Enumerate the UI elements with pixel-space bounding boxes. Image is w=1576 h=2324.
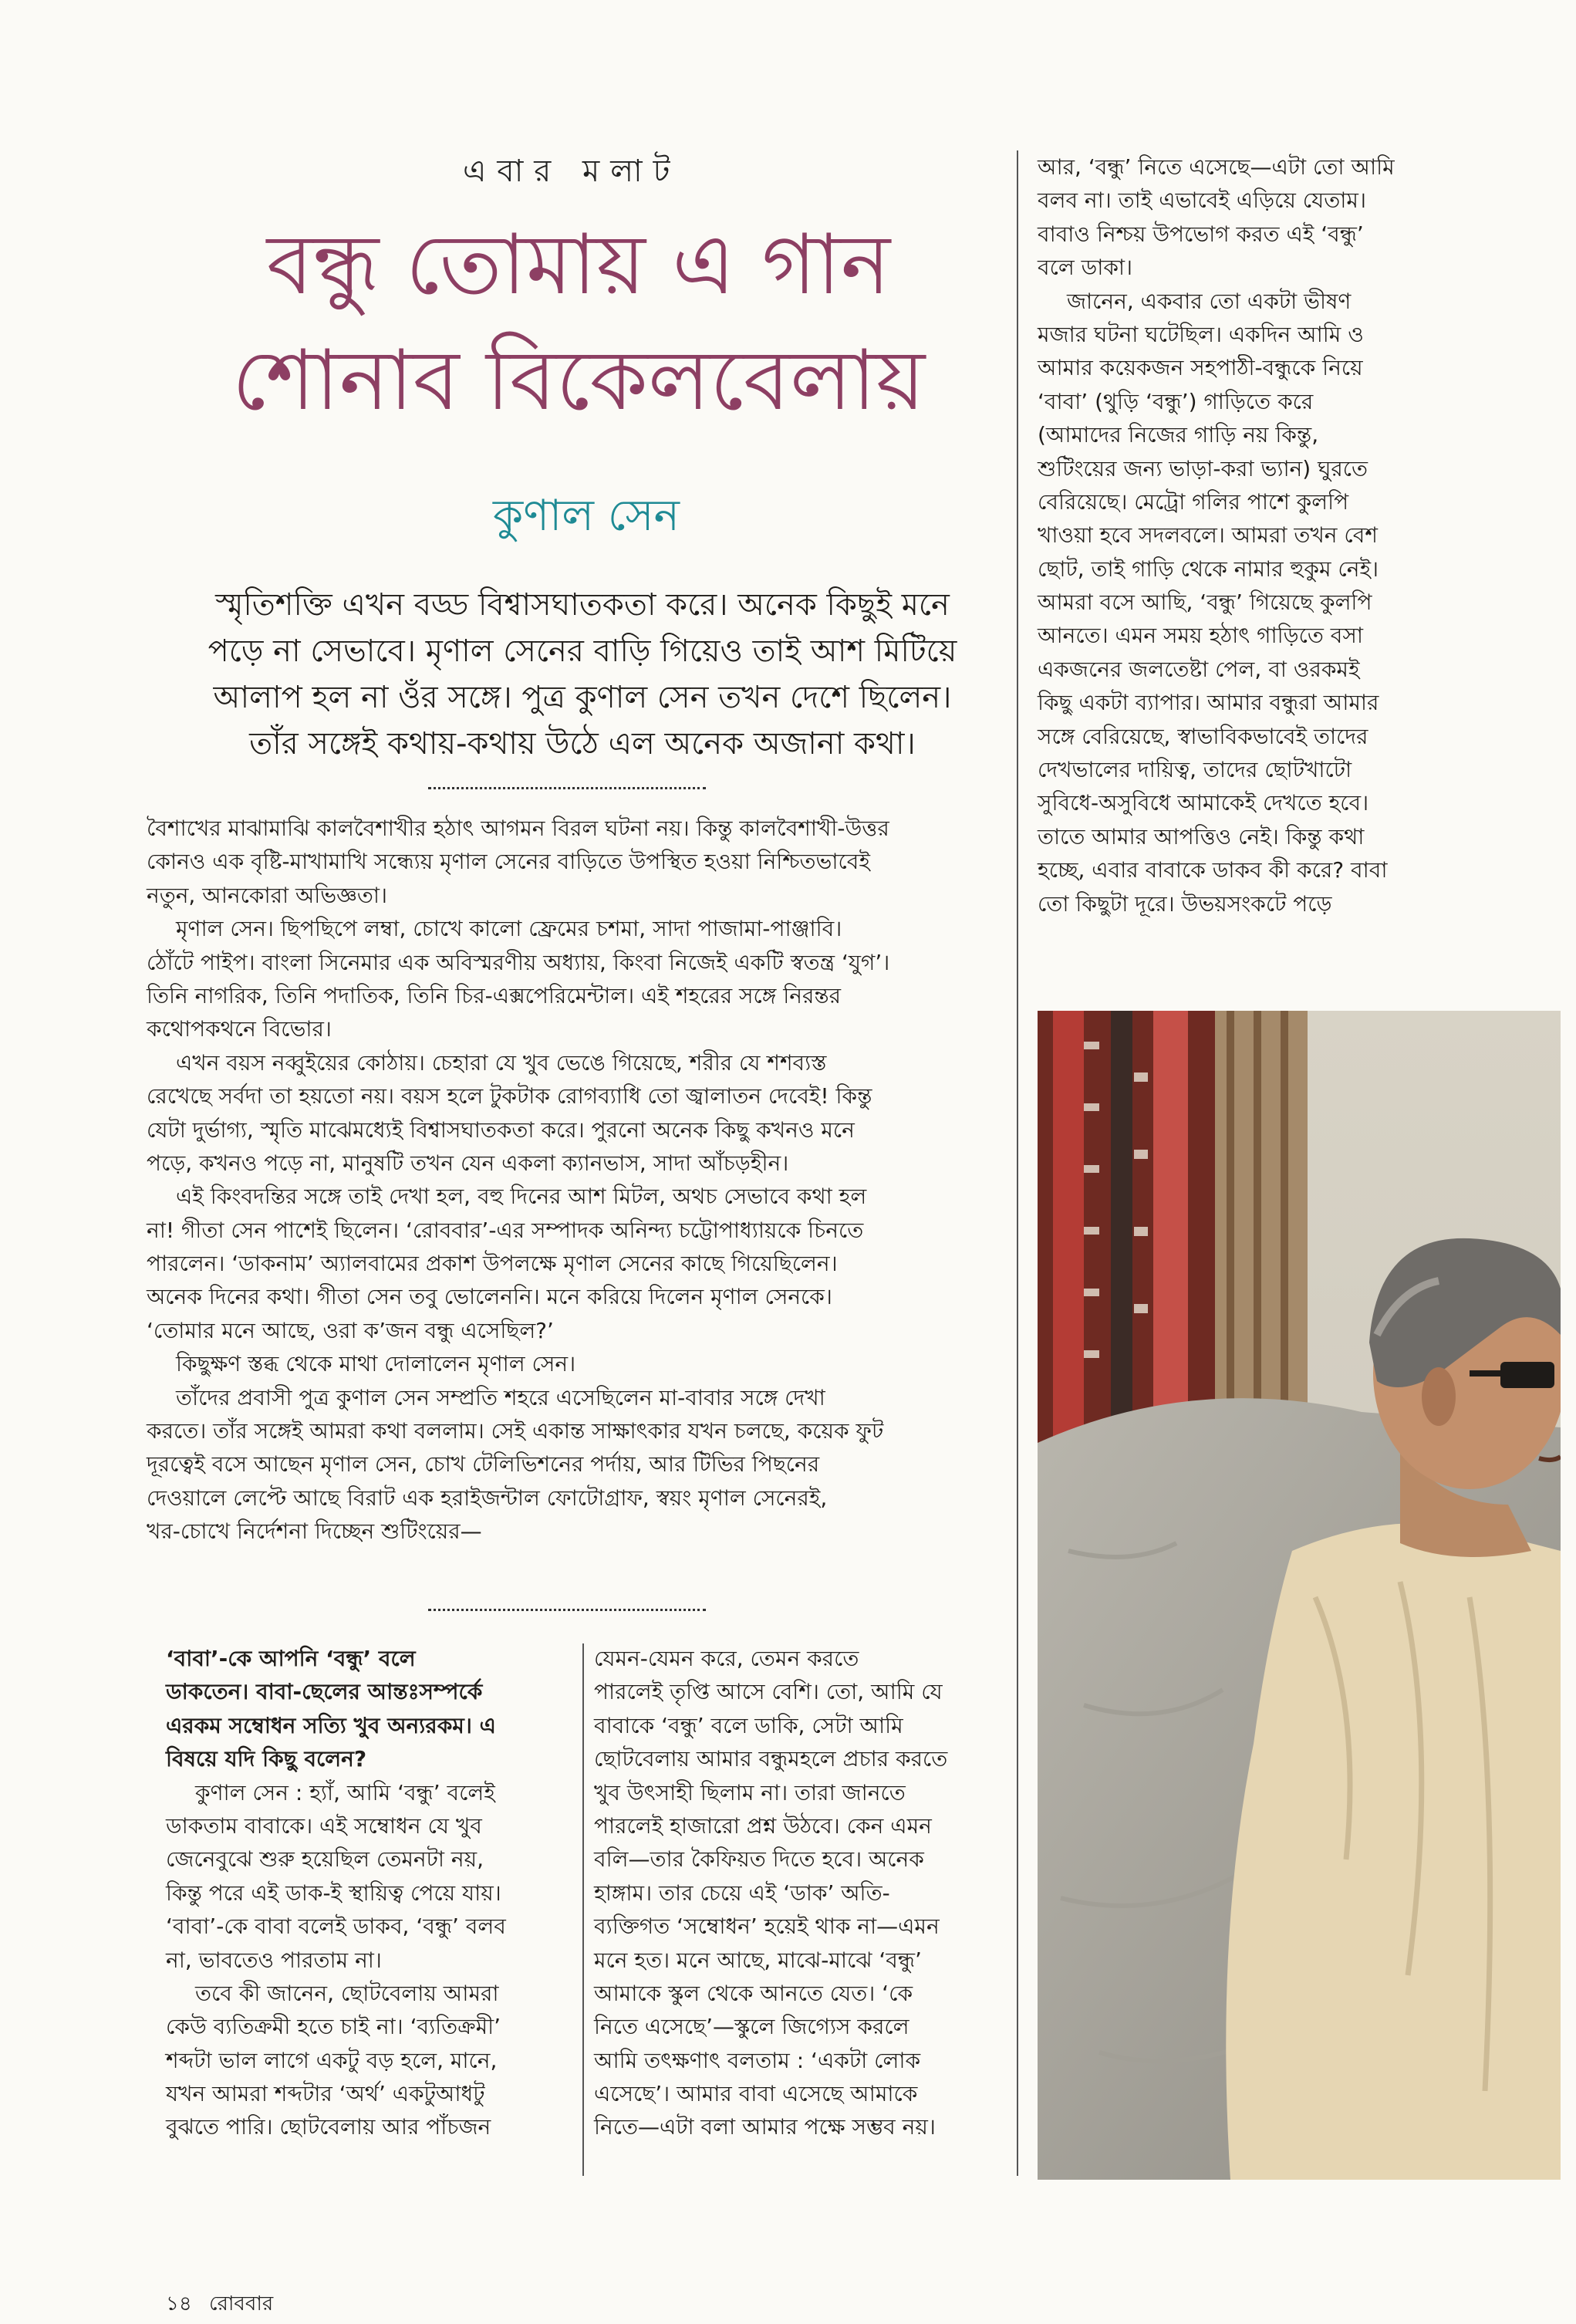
body-text-line: খর-চোখে নির্দেশনা দিচ্ছেন শুটিংয়ের— [147,1518,482,1545]
qa-text-line: বাবাকে ‘বন্ধু’ বলে ডাকি, সেটা আমি [594,1712,903,1738]
qa-text-line: ডাকতেন। বাবা-ছেলের আন্তঃসম্পর্কে [166,1679,483,1705]
body-text-line: কোনও এক বৃষ্টি-মাখামাখি সন্ধ্যেয় মৃণাল সেনের বাড়িতে উপস্থিত হওয়া নিশ্চিতভাবেই [147,849,870,875]
body-text-line: ঠোঁটে পাইপ। বাংলা সিনেমার এক অবিস্মরণীয় অধ্যায়, কিংবা নিজেই একটি স্বতন্ত্র ‘যুগ’। [147,949,890,975]
body-text-line: নতুন, আনকোরা অভিজ্ঞতা। [147,882,388,908]
column-text-line: শুটিংয়ের জন্য ভাড়া-করা ভ্যান) ঘুরতে [1038,455,1368,481]
column-text-line: আনতে। এমন সময় হঠাৎ গাড়িতে বসা [1038,623,1363,649]
body-text-line: ‘তোমার মনে আছে, ওরা ক’জন বন্ধু এসেছিল?’ [147,1317,554,1343]
intro-line: তাঁর সঙ্গেই কথায়-কথায় উঠে এল অনেক অজানা কথা। [249,726,916,762]
column-text-line: একজনের জলতেষ্টা পেল, বা ওরকমই [1038,656,1360,682]
column-text-line: দেখভালের দায়িত্ব, তাদের ছোটখাটো [1038,757,1352,783]
body-text-line: কথোপকথনে বিভোর। [147,1016,332,1042]
qa-text-line: বলি—তার কৈফিয়ত দিতে হবে। অনেক [594,1846,924,1873]
column-text-line: বেরিয়েছে। মেট্রো গলির পাশে কুলপি [1038,488,1349,515]
portrait-photo-illustration [1038,1011,1561,2180]
body-text-line: দেওয়ালে লেপ্টে আছে বিরাট এক হরাইজন্টাল ফোটোগ্রাফ, স্বয়ং মৃণাল সেনেরই, [147,1485,828,1511]
qa-text-line: আমি তৎক্ষণাৎ বলতাম : ‘একটা লোক [594,2047,921,2073]
body-text-line: দূরত্বেই বসে আছেন মৃণাল সেন, চোখ টেলিভিশনের পর্দায়, আর টিভির পিছনের [147,1451,820,1478]
body-text-line: অনেক দিনের কথা। গীতা সেন তবু ভোলেননি। মনে করিয়ে দিলেন মৃণাল সেনকে। [147,1284,832,1310]
qa-text-line: ‘বাবা’-কে আপনি ‘বন্ধু’ বলে [166,1646,416,1671]
body-text-line: এই কিংবদন্তির সঙ্গে তাই দেখা হল, বহু দিনের আশ মিটল, অথচ সেভাবে কথা হল [176,1184,867,1210]
portrait-photo [1038,1011,1561,2180]
qa-text-line: ব্যক্তিগত ‘সম্বোধন’ হয়েই থাক না—এমন [594,1914,940,1940]
qa-text-line: আমাকে স্কুল থেকে আনতে যেত। ‘কে [594,1980,913,2006]
qa-text-line: পারলেই হাজারো প্রশ্ন উঠবে। কেন এমন [594,1812,932,1839]
column-text-line: জানেন, একবার তো একটা ভীষণ [1067,288,1352,314]
body-text-line: পড়ে, কখনও পড়ে না, মানুষটি তখন যেন একলা ক্যানভাস, সাদা আঁচড়হীন। [147,1150,789,1176]
qa-text-line: খুব উৎসাহী ছিলাম না। তারা জানতে [594,1779,906,1805]
column-rule [582,1643,584,2176]
column-text-line: আমার কয়েকজন সহপাঠী-বন্ধুকে নিয়ে [1038,355,1363,381]
column-text-line: (আমাদের নিজের গাড়ি নয় কিন্তু, [1038,422,1319,448]
column-rule [1017,150,1018,2176]
qa-text-line: শব্দটা ভাল লাগে একটু বড় হলে, মানে, [166,2047,498,2073]
body-text-line: না! গীতা সেন পাশেই ছিলেন। ‘রোববার’-এর সম্পাদক অনিন্দ্য চট্টোপাধ্যায়কে চিনতে [147,1217,864,1243]
qa-text-line: কিন্তু পরে এই ডাক-ই স্থায়িত্ব পেয়ে যায়। [166,1880,501,1906]
column-text-line: বলে ডাকা। [1038,255,1133,281]
qa-text-line: এরকম সম্বোধন সত্যি খুব অন্যরকম। এ [166,1712,496,1738]
column-text-line: তাতে আমার আপত্তিও নেই। কিন্তু কথা [1038,823,1365,850]
body-text-line: মৃণাল সেন। ছিপছিপে লম্বা, চোখে কালো ফ্রেমের চশমা, সাদা পাজামা-পাঞ্জাবি। [176,916,842,942]
intro-line: পড়ে না সেভাবে। মৃণাল সেনের বাড়ি গিয়েও তাই আশ মিটিয়ে [208,633,957,669]
article-body [147,812,1026,1549]
body-text-line: বৈশাখের মাঝামাঝি কালবৈশাখীর হঠাৎ আগমন বিরল ঘটনা নয়। কিন্তু কালবৈশাখী-উত্তর [147,816,889,841]
column-text-line: তো কিছুটা দূরে। উভয়সংকটে পড়ে [1038,890,1332,917]
article-title-line-1: বন্ধু তোমায় এ গান [266,217,891,313]
body-text-line: তাঁদের প্রবাসী পুত্র কুণাল সেন সম্প্রতি শহরে এসেছিলেন মা-বাবার সঙ্গে দেখা [176,1384,825,1410]
column-text-line: বলব না। তাই এভাবেই এড়িয়ে যেতাম। [1038,187,1366,214]
column-text-line: বাবাও নিশ্চয় উপভোগ করত এই ‘বন্ধু’ [1038,221,1364,247]
body-text-line: তিনি নাগরিক, তিনি পদাতিক, তিনি চির-এক্সপেরিমেন্টাল। এই শহরের সঙ্গে নিরন্তর [147,982,842,1008]
qa-text-line: মনে হত। মনে আছে, মাঝে-মাঝে ‘বন্ধু’ [594,1947,922,1973]
body-text-line: রেখেছে সর্বদা তা হয়তো নয়। বয়স হলে টুকটাক রোগব্যাধি তো জ্বালাতন দেবেই! কিন্তু [147,1083,872,1110]
qa-text-line: যেমন-যেমন করে, তেমন করতে [594,1646,859,1671]
section-kicker: এবার মলাট [463,154,681,189]
magazine-name: রোববার [209,2292,274,2316]
qa-text-line: জেনেবুঝে শুরু হয়েছিল তেমনটা নয়, [166,1846,484,1873]
column-text-line: মজার ঘটনা ঘটেছিল। একদিন আমি ও [1038,321,1364,347]
right-text-column [1038,150,1562,920]
qa-column-left [166,1642,575,2144]
column-text-line: ছোট, তাই গাড়ি থেকে নামার হুকুম নেই। [1038,556,1379,582]
qa-text-line: যখন আমরা শব্দটার ‘অর্থ’ একটুআধটু [166,2081,485,2107]
qa-text-line: নিতে—এটা বলা আমার পক্ষে সম্ভব নয়। [594,2114,936,2140]
intro-line: স্মৃতিশক্তি এখন বড্ড বিশ্বাসঘাতকতা করে। অনেক কিছুই মনে [215,587,950,623]
article-byline: কুণাল সেন [493,491,680,541]
qa-text-line: হাঙ্গাম। তার চেয়ে এই ‘ডাক’ অতি- [594,1880,890,1906]
dotted-divider [428,787,706,789]
page-number: ১৪ [166,2292,192,2316]
article-title-line-2: শোনাব বিকেলবেলায় [231,333,926,429]
qa-text-line: কুণাল সেন : হ্যাঁ, আমি ‘বন্ধু’ বলেই [195,1779,495,1805]
column-text-line: খাওয়া হবে সদলবলে। আমরা তখন বেশ [1038,522,1378,549]
column-text-line: আমরা বসে আছি, ‘বন্ধু’ গিয়েছে কুলপি [1038,589,1372,616]
qa-text-line: এসেছে’। আমার বাবা এসেছে আমাকে [594,2081,918,2107]
dotted-divider [428,1609,706,1611]
qa-text-line: বুঝতে পারি। ছোটবেলায় আর পাঁচজন [166,2114,491,2140]
column-text-line: আর, ‘বন্ধু’ নিতে এসেছে—এটা তো আমি [1038,154,1395,180]
qa-text-line: কেউ ব্যতিক্রমী হতে চাই না। ‘ব্যতিক্রমী’ [166,2014,501,2040]
qa-text-line: পারলেই তৃপ্তি আসে বেশি। তো, আমি যে [594,1679,943,1705]
page-footer [166,2288,273,2322]
body-text-line: যেটা দুর্ভাগ্য, স্মৃতি মাঝেমধ্যেই বিশ্বাসঘাতকতা করে। পুরনো অনেক কিছু কখনও মনে [147,1116,855,1143]
qa-column-middle [594,1642,1011,2144]
column-text-line: কিছু একটা ব্যাপার। আমার বন্ধুরা আমার [1038,690,1379,716]
column-text-line: সুবিধে-অসুবিধে আমাকেই দেখতে হবে। [1038,790,1369,816]
qa-text-line: বিষয়ে যদি কিছু বলেন? [166,1746,367,1772]
qa-text-line: ‘বাবা’-কে বাবা বলেই ডাকব, ‘বন্ধু’ বলব [166,1914,506,1940]
qa-text-line: নিতে এসেছে’—স্কুলে জিগ্যেস করলে [594,2014,909,2040]
qa-text-line: ছোটবেলায় আমার বন্ধুমহলে প্রচার করতে [594,1746,948,1772]
column-text-line: সঙ্গে বেরিয়েছে, স্বাভাবিকভাবেই তাদের [1038,723,1368,749]
body-text-line: পারলেন। ‘ডাকনাম’ অ্যালবামের প্রকাশ উপলক্ষে মৃণাল সেনের কাছে গিয়েছিলেন। [147,1251,838,1277]
qa-text-line: ডাকতাম বাবাকে। এই সম্বোধন যে খুব [166,1812,482,1839]
body-text-line: এখন বয়স নব্বুইয়ের কোঠায়। চেহারা যে খুব ভেঙে গিয়েছে, শরীর যে শশব্যস্ত [176,1049,827,1076]
qa-text-line: না, ভাবতেও পারতাম না। [166,1947,382,1973]
column-text-line: হচ্ছে, এবার বাবাকে ডাকব কী করে? বাবা [1038,857,1388,883]
intro-line: আলাপ হল না ওঁর সঙ্গে। পুত্র কুণাল সেন তখন দেশে ছিলেন। [213,680,952,715]
column-text-line: ‘বাবা’ (থুড়ি ‘বন্ধু’) গাড়িতে করে [1038,388,1314,414]
body-text-line: করতে। তাঁর সঙ্গেই আমরা কথা বললাম। সেই একান্ত সাক্ষাৎকার যখন চলছে, কয়েক ফুট [147,1418,884,1444]
qa-text-line: তবে কী জানেন, ছোটবেলায় আমরা [195,1980,499,2006]
body-text-line: কিছুক্ষণ স্তব্ধ থেকে মাথা দোলালেন মৃণাল সেন। [176,1351,576,1377]
